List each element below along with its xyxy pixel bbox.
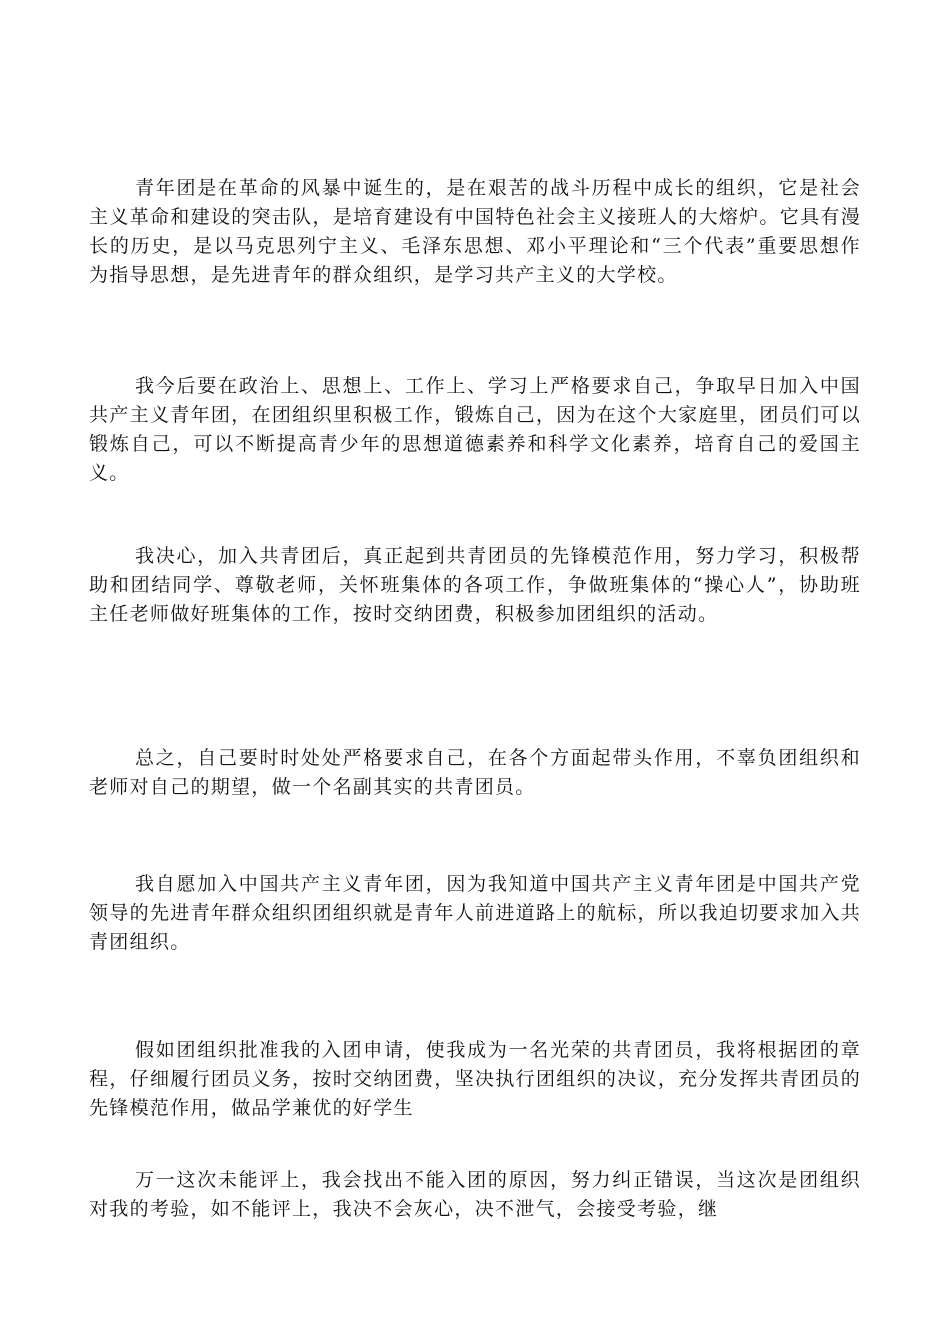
paragraph-personal-goals: 我今后要在政治上、思想上、工作上、学习上严格要求自己，争取早日加入中国共产主义青年团，在团组织里积极工作，锻炼自己，因为在这个大家庭里，团员们可以锻炼自己，可以不断提高青少年的思想道德素养和科学文化素养，培育自己的爱国主义。 [89, 375, 861, 484]
paragraph-determination: 我决心，加入共青团后，真正起到共青团员的先锋模范作用，努力学习，积极帮助和团结同学、尊敬老师，关怀班集体的各项工作，争做班集体的“操心人”，协助班主任老师做好班集体的工作，按时交纳团费，积极参加团组织的活动。 [89, 545, 861, 625]
paragraph-if-approved: 假如团组织批准我的入团申请，使我成为一名光荣的共青团员，我将根据团的章程，仔细履行团员义务，按时交纳团费，坚决执行团组织的决议，充分发挥共青团员的先锋模范作用，做品学兼优的好学生 [89, 1039, 861, 1119]
paragraph-if-not-approved: 万一这次未能评上，我会找出不能入团的原因，努力纠正错误，当这次是团组织对我的考验，如不能评上，我决不会灰心，决不泄气，会接受考验，继 [89, 1169, 861, 1220]
paragraph-summary: 总之，自己要时时处处严格要求自己，在各个方面起带头作用，不辜负团组织和老师对自己的期望，做一个名副其实的共青团员。 [89, 747, 861, 798]
paragraph-youth-league-history: 青年团是在革命的风暴中诞生的，是在艰苦的战斗历程中成长的组织，它是社会主义革命和建设的突击队，是培育建设有中国特色社会主义接班人的大熔炉。它具有漫长的历史，是以马克思列宁主义、毛泽东思想、邓小平理论和“三个代表”重要思想作为指导思想，是先进青年的群众组织，是学习共产主义的大学校。 [89, 177, 861, 286]
paragraph-reason-for-joining: 我自愿加入中国共产主义青年团，因为我知道中国共产主义青年团是中国共产党领导的先进青年群众组织团组织就是青年人前进道路上的航标，所以我迫切要求加入共青团组织。 [89, 873, 861, 953]
